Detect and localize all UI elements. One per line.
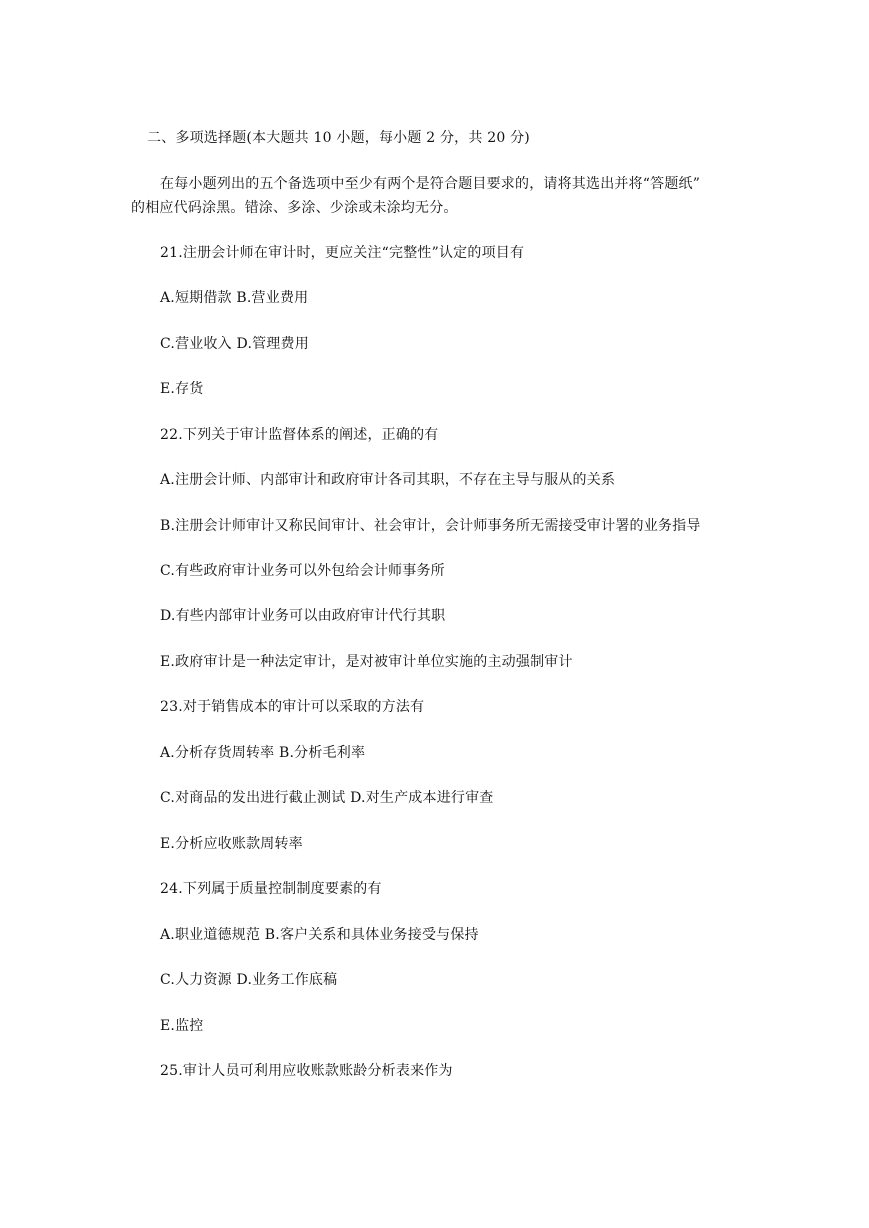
question-24-option-ab: A.职业道德规范 B.客户关系和具体业务接受与保持 — [160, 927, 479, 943]
instructions-line-2: 的相应代码涂黑。错涂、多涂、少涂或未涂均无分。 — [131, 200, 458, 216]
question-22-option-b: B.注册会计师审计又称民间审计、社会审计，会计师事务所无需接受审计署的业务指导 — [160, 518, 701, 534]
section-title: 二、多项选择题(本大题共 10 小题，每小题 2 分，共 20 分) — [147, 130, 530, 146]
question-21-stem: 21.注册会计师在审计时，更应关注“完整性”认定的项目有 — [160, 245, 525, 261]
question-22-option-d: D.有些内部审计业务可以由政府审计代行其职 — [160, 608, 446, 624]
question-23-option-ab: A.分析存货周转率 B.分析毛利率 — [160, 745, 366, 761]
question-22-option-e: E.政府审计是一种法定审计，是对被审计单位实施的主动强制审计 — [160, 654, 573, 670]
question-23-stem: 23.对于销售成本的审计可以采取的方法有 — [160, 699, 425, 715]
question-21-option-ab: A.短期借款 B.营业费用 — [160, 290, 309, 306]
question-23-option-e: E.分析应收账款周转率 — [160, 836, 303, 852]
question-23-option-cd: C.对商品的发出进行截止测试 D.对生产成本进行审查 — [160, 790, 494, 806]
question-21-option-cd: C.营业收入 D.管理费用 — [160, 336, 309, 352]
question-24-stem: 24.下列属于质量控制制度要素的有 — [160, 881, 382, 897]
question-25-stem: 25.审计人员可利用应收账款账龄分析表来作为 — [160, 1063, 453, 1079]
question-22-option-c: C.有些政府审计业务可以外包给会计师事务所 — [160, 563, 445, 579]
question-22-stem: 22.下列关于审计监督体系的阐述，正确的有 — [160, 427, 439, 443]
instructions-line-1: 在每小题列出的五个备选项中至少有两个是符合题目要求的，请将其选出并将“答题纸” — [160, 176, 701, 192]
question-21-option-e: E.存货 — [160, 381, 204, 397]
question-22-option-a: A.注册会计师、内部审计和政府审计各司其职，不存在主导与服从的关系 — [160, 472, 616, 488]
question-24-option-cd: C.人力资源 D.业务工作底稿 — [160, 972, 338, 988]
question-24-option-e: E.监控 — [160, 1018, 204, 1034]
